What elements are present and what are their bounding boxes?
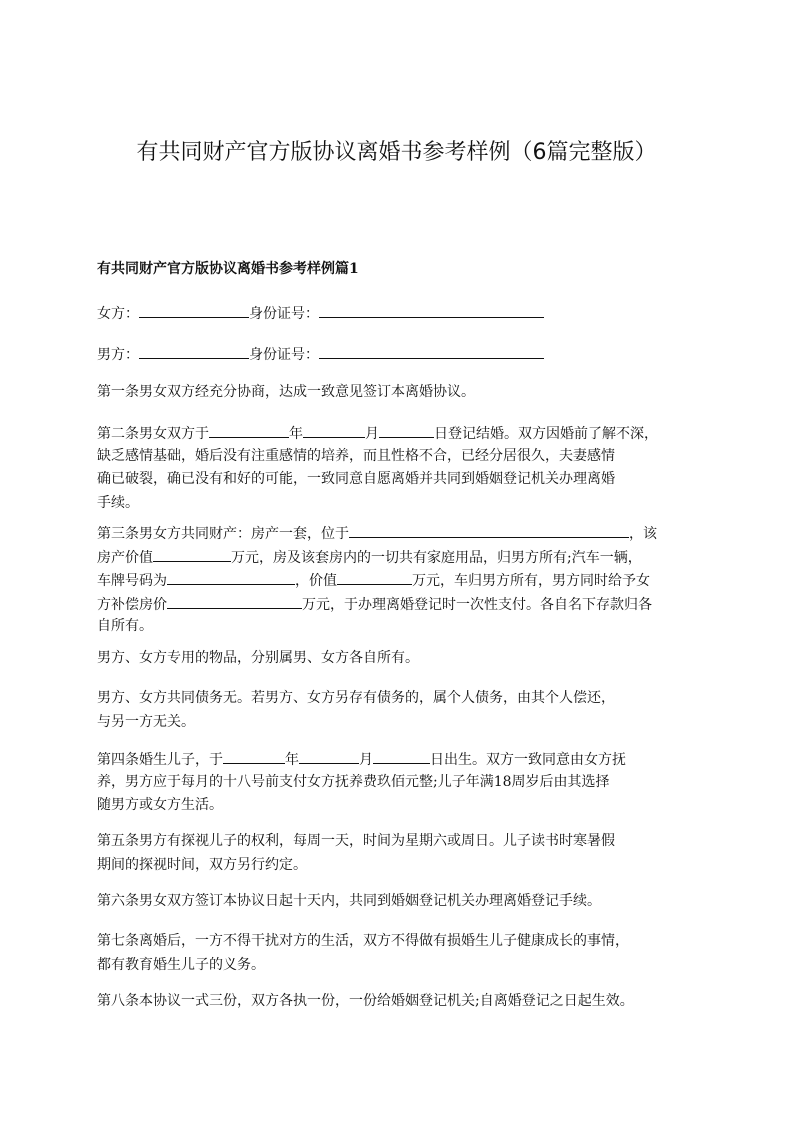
article-6: 第六条男女双方签订本协议日起十天内，共同到婚姻登记机关办理离婚登记手续。 xyxy=(97,893,601,909)
article-7: 第七条离婚后，一方不得干扰对方的生活，双方不得做有损婚生儿子健康成长的事情， 都有教育婚生儿子的义务。 xyxy=(97,933,629,973)
article-4: 第四条婚生儿子，于 年 月 日出生。双方一致同意由女方抚 养，男方应于每月的十八号前支付女方抚养费玖佰元整;儿子年满18周岁后由其选择 随男方或女方生活。 xyxy=(97,747,717,818)
male-label: 男方： xyxy=(97,347,139,363)
female-party-line xyxy=(97,301,717,325)
article-2: 第二条男女双方于 年 月 日登记结婚。双方因婚前了解不深， 缺乏感情基础，婚后没有注重感情的培养，而且性格不合，已经分居很久，夫妻感情 确已破裂，确已没有和好的可能，一致同意自愿离婚并共同到婚姻登记机关办理离婚 手续。 xyxy=(97,421,717,515)
compensation-blank xyxy=(167,592,302,609)
marriage-year-blank xyxy=(209,421,289,438)
section-heading: 有共同财产官方版协议离婚书参考样例篇1 xyxy=(97,261,359,277)
female-id-blank xyxy=(319,301,544,318)
article-8: 第八条本协议一式三份，双方各执一份，一份给婚姻登记机关;自离婚登记之日起生效。 xyxy=(97,993,634,1009)
article-1: 第一条男女双方经充分协商，达成一致意见签订本离婚协议。 xyxy=(97,384,475,400)
marriage-month-blank xyxy=(303,421,365,438)
female-name-blank xyxy=(139,301,249,318)
property-address-blank xyxy=(349,521,629,538)
car-value-blank xyxy=(337,568,412,585)
birth-year-blank xyxy=(223,747,285,764)
document-title: 有共同财产官方版协议离婚书参考样例（6篇完整版） xyxy=(136,140,657,165)
property-value-blank xyxy=(153,545,231,562)
female-label: 女方： xyxy=(97,306,139,322)
male-id-label: 身份证号： xyxy=(249,347,319,363)
article-5: 第五条男方有探视儿子的权利，每周一天，时间为星期六或周日。儿子读书时寒暑假 期间的探视时间，双方另行约定。 xyxy=(97,833,615,873)
birth-month-blank xyxy=(299,747,359,764)
debts-clause: 男方、女方共同债务无。若男方、女方另存有债务的，属个人债务，由其个人偿还， 与另一方无关。 xyxy=(97,690,615,730)
male-party-line xyxy=(97,342,717,366)
birth-day-blank xyxy=(373,747,430,764)
article-3: 第三条男女方共同财产：房产一套，位于 ，该 房产价值 万元，房及该套房内的一切共有家庭用品，归男方所有;汽车一辆， 车牌号码为 ，价值 万元，车归男方所有，男方同时给予女 方补偿房价 万元，于办理离婚登记时一次性支付。各自名下存款归各 自所有。 xyxy=(97,521,717,639)
female-id-label: 身份证号： xyxy=(249,306,319,322)
personal-items-clause: 男方、女方专用的物品，分别属男、女方各自所有。 xyxy=(97,650,419,666)
plate-number-blank xyxy=(167,568,295,585)
male-name-blank xyxy=(139,342,249,359)
marriage-day-blank xyxy=(379,421,434,438)
male-id-blank xyxy=(319,342,544,359)
